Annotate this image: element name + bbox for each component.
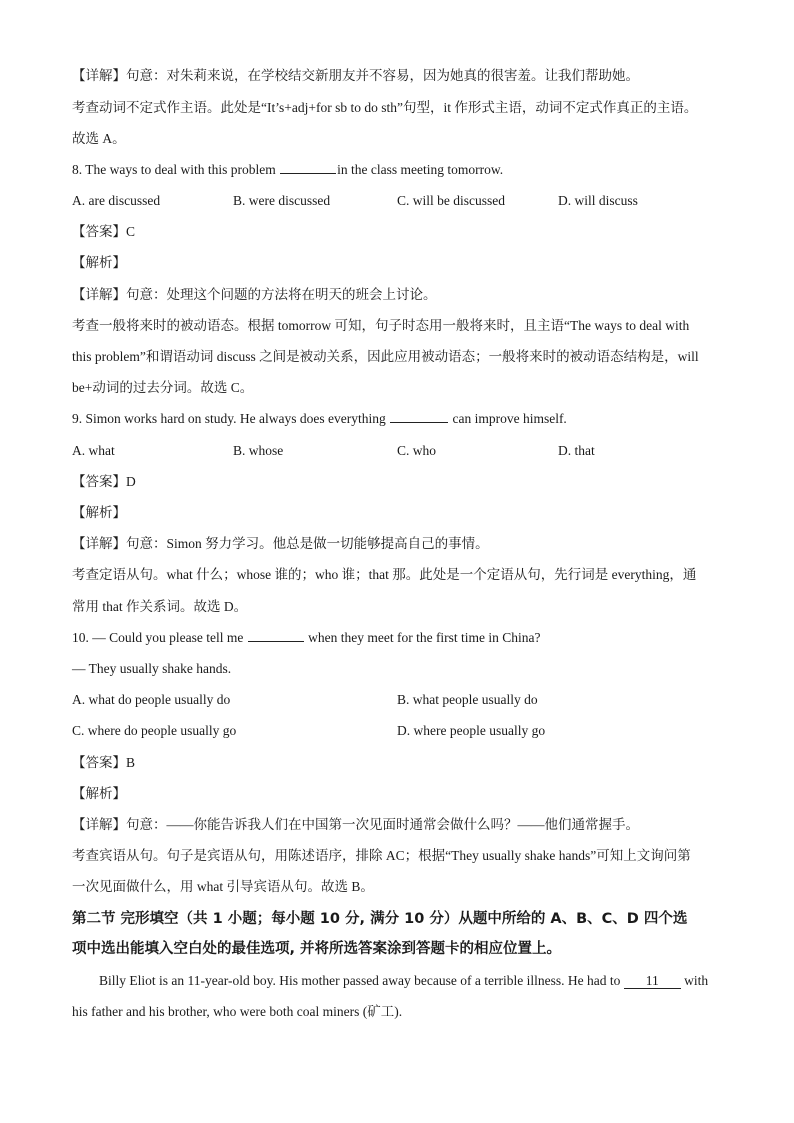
q9-option-c: C. who (397, 443, 437, 458)
q10-option-d: D. where people usually go (397, 723, 546, 738)
q9-detail: 【详解】句意：Simon 努力学习。他总是做一切能够提高自己的事情。 (72, 536, 489, 551)
q10-answer: 【答案】B (72, 755, 136, 770)
passage-line1 (99, 972, 708, 990)
q10-option-b: B. what people usually do (397, 692, 538, 707)
q8-stem-before: 8. The ways to deal with this problem (72, 162, 276, 177)
q10-stem-before: 10. — Could you please tell me (72, 630, 244, 645)
q9-stem (72, 410, 567, 428)
q9-answer: 【答案】D (72, 474, 136, 489)
q10-blank (248, 629, 304, 642)
q8-stem (72, 161, 503, 179)
q9-explain-line2: 常用 that 作关系词。故选 D。 (72, 599, 248, 614)
q10-reply: — They usually shake hands. (72, 661, 232, 676)
q10-explain-line1: 考查宾语从句。句子是宾语从句，用陈述语序，排除 AC；根据“They usually shake hands”可知上文询问第 (72, 848, 691, 863)
passage-line2: his father and his brother, who were both coal miners (矿工). (72, 1004, 403, 1019)
q9-option-b: B. whose (233, 443, 284, 458)
q9-analysis-label: 【解析】 (72, 505, 126, 520)
section2-heading-line1: 第二节 完形填空（共 1 小题；每小题 10 分, 满分 10 分）从题中所给的 A、B、C、D 四个选 (72, 911, 688, 927)
q8-explain-line2: this problem”和谓语动词 discuss 之间是被动关系，因此应用被动语态；一般将来时的被动语态结构是，will (72, 349, 699, 364)
q8-option-c: C. will be discussed (397, 193, 505, 208)
q10-stem (72, 629, 541, 647)
q9-stem-after: can improve himself. (452, 411, 567, 426)
q9-blank (390, 410, 448, 423)
q7-detail: 【详解】句意：对朱莉来说，在学校结交新朋友并不容易，因为她真的很害羞。让我们帮助她。 (72, 68, 639, 83)
q9-stem-before: 9. Simon works hard on study. He always does everything (72, 411, 386, 426)
q8-explain-line3: be+动词的过去分词。故选 C。 (72, 380, 254, 395)
passage-line1-before: Billy Eliot is an 11-year-old boy. His mother passed away because of a terrible illness. He had to (99, 973, 621, 988)
q8-analysis-label: 【解析】 (72, 255, 126, 270)
q10-stem-after: when they meet for the first time in China? (308, 630, 541, 645)
q8-explain-line1: 考查一般将来时的被动语态。根据 tomorrow 可知，句子时态用一般将来时，且主语“The ways to deal with (72, 318, 690, 333)
q8-option-a: A. are discussed (72, 193, 161, 208)
q8-stem-after: in the class meeting tomorrow. (337, 162, 504, 177)
q7-explain-line2: 故选 A。 (72, 131, 126, 146)
q10-option-a: A. what do people usually do (72, 692, 231, 707)
q10-explain-line2: 一次见面做什么，用 what 引导宾语从句。故选 B。 (72, 879, 374, 894)
q9-option-a: A. what (72, 443, 115, 458)
q10-analysis-label: 【解析】 (72, 786, 126, 801)
q9-explain-line1: 考查定语从句。what 什么；whose 谁的；who 谁；that 那。此处是一个定语从句，先行词是 everything，通 (72, 567, 697, 582)
q8-blank (280, 161, 336, 174)
section2-heading-line2: 项中选出能填入空白处的最佳选项, 并将所选答案涂到答题卡的相应位置上。 (72, 941, 562, 957)
q8-option-b: B. were discussed (233, 193, 331, 208)
q8-option-d: D. will discuss (558, 193, 638, 208)
q10-detail: 【详解】句意：——你能告诉我人们在中国第一次见面时通常会做什么吗？——他们通常握手。 (72, 817, 639, 832)
q8-answer: 【答案】C (72, 224, 136, 239)
q9-option-d: D. that (558, 443, 595, 458)
q7-explain-line1: 考查动词不定式作主语。此处是“It’s+adj+for sb to do sth”句型，it 作形式主语，动词不定式作真正的主语。 (72, 100, 698, 115)
passage-blank-11: 11 (624, 974, 681, 989)
q8-detail: 【详解】句意：处理这个问题的方法将在明天的班会上讨论。 (72, 287, 437, 302)
passage-line1-after: with (684, 973, 709, 988)
q10-option-c: C. where do people usually go (72, 723, 237, 738)
